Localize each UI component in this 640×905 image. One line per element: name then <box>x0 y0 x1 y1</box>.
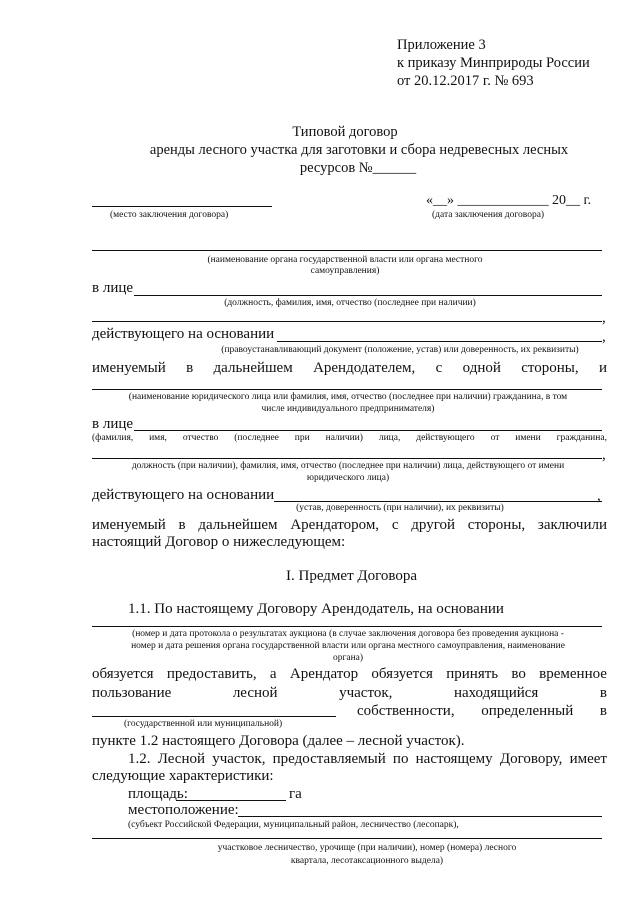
lessor-organ-line[interactable] <box>92 250 602 251</box>
lessee-name-caption-2: числе индивидуального предпринимателя) <box>261 404 435 414</box>
lessee-rep-line[interactable] <box>92 458 602 459</box>
lessee-named-line-2: настоящий Договор о нижеследующем: <box>92 534 346 550</box>
lessor-basis-label: действующего на основании <box>92 326 275 342</box>
lessor-organ-caption: (наименование органа государственной власти или органа местного <box>207 255 483 265</box>
obligation-line: обязуется предоставить, а Арендатор обязуется принять во временное <box>92 666 607 682</box>
date-caption: (дата заключения договора) <box>432 210 545 220</box>
area-label: площадь: <box>128 786 188 802</box>
ownership-type-line[interactable] <box>92 716 336 717</box>
lessor-person-caption: (должность, фамилия, имя, отчество (последнее при наличии) <box>224 298 476 308</box>
lessor-basis-caption: (правоустанавливающий документ (положение, устав) или доверенность, их реквизиты) <box>221 345 579 355</box>
comma: , <box>602 310 606 326</box>
location-label: местоположение: <box>128 802 239 818</box>
area-input-line[interactable] <box>176 800 286 801</box>
section-heading: I. Предмет Договора <box>286 568 418 584</box>
place-line[interactable] <box>92 206 272 207</box>
forestry-caption: участковое лесничество, урочище (при наличии), номер (номера) лесного <box>217 843 517 853</box>
lessee-basis-caption: (устав, доверенность (при наличии), их реквизиты) <box>296 503 504 513</box>
contract-title-line2: аренды лесного участка для заготовки и сбора недревесных лесных <box>149 142 569 158</box>
lessee-named-line: именуемый в дальнейшем Арендатором, с другой стороны, заключили <box>92 517 607 533</box>
location-input-line[interactable] <box>238 816 602 817</box>
contract-date-field[interactable]: «__» _____________ 20__ г. <box>426 193 592 208</box>
lessor-named-line: именуемый в дальнейшем Арендодателем, с одной стороны, и <box>92 360 607 376</box>
forestry-line[interactable] <box>92 838 602 839</box>
clause-1-2-line-2: следующие характеристики: <box>92 768 274 784</box>
lessee-rep-caption-3: юридического лица) <box>306 473 390 483</box>
lessee-basis-label: действующего на основании <box>92 487 275 503</box>
location-caption: (субъект Российской Федерации, муниципальный район, лесничество (лесопарк), <box>128 820 459 830</box>
lessor-organ-caption-2: самоуправления) <box>310 266 380 276</box>
forestry-caption-2: квартала, лесотаксационного выдела) <box>290 856 444 866</box>
area-unit: га <box>289 786 302 802</box>
clause-1-1-caption-3: органа) <box>332 653 364 663</box>
lessee-rep-caption: (фамилия, имя, отчество (последнее при наличии) лица, действующего от имени гражданина, <box>92 433 607 443</box>
lessee-person-line[interactable] <box>134 430 602 431</box>
ownership-line: собственности, определенный в <box>357 703 607 719</box>
lessee-person-prefix: в лице <box>92 416 134 432</box>
clause-1-1-basis-line[interactable] <box>92 626 602 627</box>
lessor-person-prefix: в лице <box>92 280 134 296</box>
lessee-basis-line[interactable] <box>274 501 602 502</box>
comma: , <box>602 329 606 345</box>
clause-1-1-caption-2: номер и дата решения органа государственной власти или органа местного самоуправления, наименование <box>131 641 565 651</box>
usage-line: пользование лесной участок, находящийся в <box>92 685 607 701</box>
lessee-name-caption: (наименование юридического лица или фамилия, имя, отчество (последнее при наличии) гражданина, в том <box>128 392 568 402</box>
appendix-number: Приложение 3 <box>397 37 486 53</box>
lessee-name-line[interactable] <box>92 389 602 390</box>
point-reference: пункте 1.2 настоящего Договора (далее – лесной участок). <box>92 733 465 749</box>
ownership-caption: (государственной или муниципальной) <box>124 719 283 729</box>
appendix-date: от 20.12.2017 г. № 693 <box>397 73 534 89</box>
comma: , <box>597 488 601 504</box>
appendix-order: к приказу Минприроды России <box>397 55 590 71</box>
contract-title-number: ресурсов №______ <box>299 160 417 176</box>
clause-1-1-caption: (номер и дата протокола о результатах аукциона (в случае заключения договора без проведения аукциона - <box>132 629 564 639</box>
lessor-person-line-2[interactable] <box>92 321 602 322</box>
place-caption: (место заключения договора) <box>110 210 229 220</box>
clause-1-2-line: 1.2. Лесной участок, предоставляемый по настоящему Договору, имеет <box>128 751 607 767</box>
comma: , <box>602 447 606 463</box>
contract-title: Типовой договор <box>292 124 398 140</box>
clause-1-1: 1.1. По настоящему Договору Арендодатель, на основании <box>128 601 504 617</box>
lessor-person-line[interactable] <box>134 295 602 296</box>
lessor-basis-line[interactable] <box>277 341 602 342</box>
lessee-rep-caption-2: должность (при наличии), фамилия, имя, отчество (последнее при наличии) лица, действующего от имени <box>131 461 565 471</box>
